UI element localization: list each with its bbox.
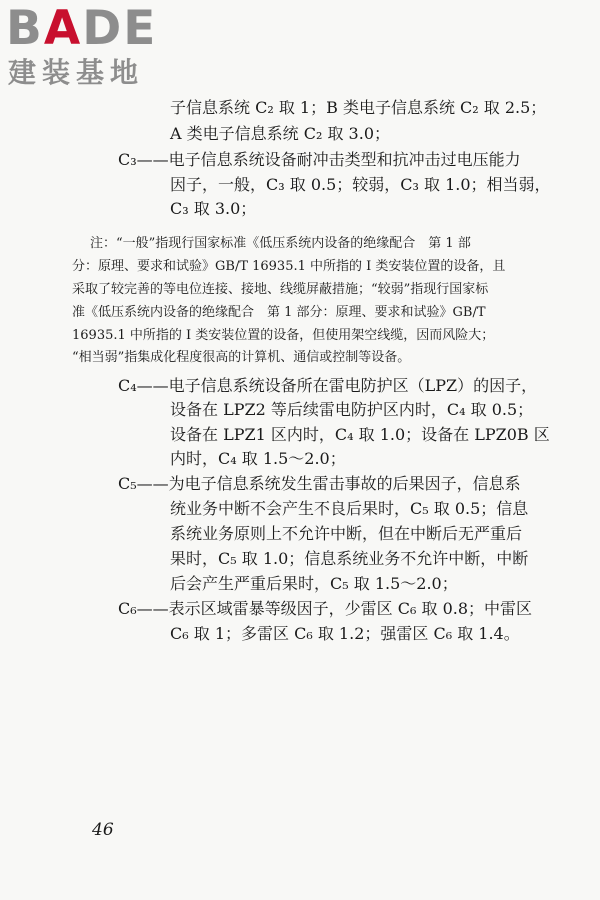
note-line: 注：“一般”指现行国家标准《低压系统内设备的绝缘配合 第 1 部 (90, 236, 471, 251)
text-line: C₆——表示区域雷暴等级因子，少雷区 C₆ 取 0.8；中雷区 (118, 599, 533, 618)
text-line: C₃ 取 3.0； (170, 199, 257, 218)
text-line: C₄——电子信息系统设备所在雷电防护区（LPZ）的因子， (118, 376, 538, 395)
text-line: C₆ 取 1；多雷区 C₆ 取 1.2；强雷区 C₆ 取 1.4。 (170, 624, 520, 643)
text-line: C₅——为电子信息系统发生雷击事故的后果因子，信息系 (118, 474, 521, 493)
note-line: 分：原理、要求和试验》GB/T 16935.1 中所指的 Ⅰ 类安装位置的设备，且 (72, 259, 506, 274)
text-line: 内时，C₄ 取 1.5～2.0； (170, 449, 346, 468)
text-line: C₃——电子信息系统设备耐冲击类型和抗冲击过电压能力 (118, 150, 521, 169)
text-line: 设备在 LPZ2 等后续雷电防护区内时，C₄ 取 0.5； (170, 400, 534, 419)
logo-brand-text: BADE (6, 1, 158, 56)
text-line: 统业务中断不会产生不良后果时，C₅ 取 0.5；信息 (170, 499, 529, 518)
text-line: 设备在 LPZ1 区内时，C₄ 取 1.0；设备在 LPZ0B 区 (170, 425, 550, 444)
text-line: 果时，C₅ 取 1.0；信息系统业务不允许中断，中断 (170, 549, 529, 568)
text-line: 子信息系统 C₂ 取 1；B 类电子信息系统 C₂ 取 2.5； (170, 98, 547, 117)
note-line: 16935.1 中所指的 Ⅰ 类安装位置的设备，但使用架空线缆，因而风险大； (72, 328, 495, 343)
text-line: 系统业务原则上不允许中断，但在中断后无严重后 (170, 524, 523, 543)
note-line: 采取了较完善的等电位连接、接地、线缆屏蔽措施；“较弱”指现行国家标 (72, 282, 489, 297)
note-line: “相当弱”指集成化程度很高的计算机、通信或控制等设备。 (72, 350, 411, 365)
text-line: 因子，一般，C₃ 取 0.5；较弱，C₃ 取 1.0；相当弱， (170, 175, 551, 194)
page-number: 46 (92, 820, 114, 840)
bade-logo (6, 2, 176, 92)
note-line: 准《低压系统内设备的绝缘配合 第 1 部分：原理、要求和试验》GB/T (72, 305, 486, 320)
text-line: A 类电子信息系统 C₂ 取 3.0； (170, 124, 391, 143)
text-line: 后会产生严重后果时，C₅ 取 1.5～2.0； (170, 574, 458, 593)
logo-subtitle: 建装基地 (8, 56, 145, 89)
